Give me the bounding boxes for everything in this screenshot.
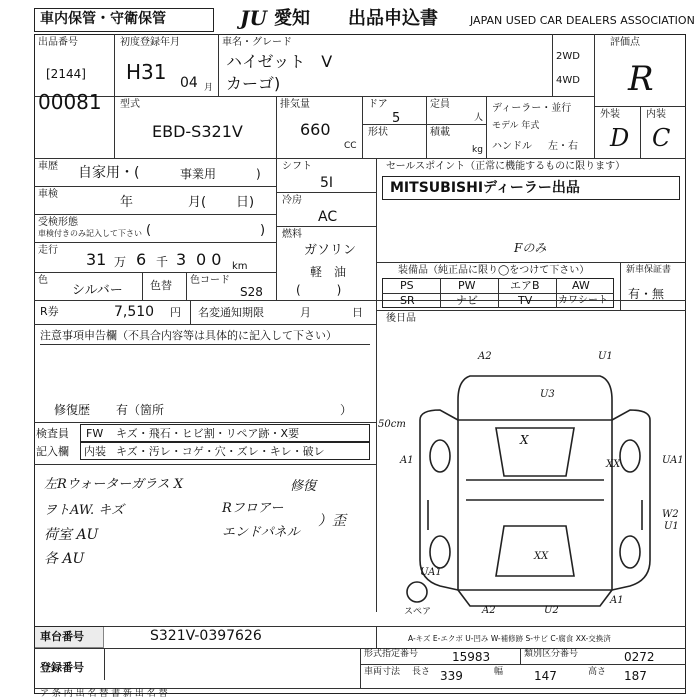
- inspector-label2: 記入欄: [36, 445, 69, 458]
- interior-grade: C: [652, 124, 671, 152]
- displacement-value: 660: [300, 120, 331, 139]
- color-value: シルバー: [72, 283, 123, 298]
- recycle-label: 受検形態: [38, 217, 78, 228]
- length-value: 339: [440, 669, 463, 683]
- equip-leather: カワシート: [558, 295, 608, 306]
- equip-aw: AW: [572, 279, 590, 292]
- equip-navi: ナビ: [456, 294, 478, 307]
- registration-year: H31: [126, 60, 167, 84]
- name-change-label: 名変通知期限: [198, 306, 264, 319]
- registration-month-unit: 月: [204, 83, 214, 93]
- association-name: JAPAN USED CAR DEALERS ASSOCIATION: [470, 14, 695, 27]
- name-change-day: 日: [352, 306, 363, 319]
- mark-a1-bottom: A1: [610, 595, 624, 606]
- sales-point-value: MITSUBISHIディーラー出品: [390, 180, 580, 196]
- load-label: 積載: [430, 127, 450, 138]
- recycle-ticket-label: R券: [40, 305, 59, 318]
- mileage-man: 31: [86, 250, 107, 269]
- length-label: 長さ: [412, 667, 431, 677]
- reg-number-label: 登録番号: [40, 661, 84, 674]
- lot-sub-number: [2144]: [46, 67, 86, 81]
- model-spec-label: 形式指定番号: [364, 649, 419, 659]
- handle-value: 左・右: [548, 141, 578, 152]
- width-value: 147: [534, 669, 557, 683]
- type-value: EBD-S321V: [152, 122, 243, 141]
- capacity-unit: 人: [474, 113, 484, 123]
- handle-label: ハンドル: [492, 141, 532, 152]
- interior-label: 内装: [646, 109, 666, 120]
- dealer-label: ディーラー・並行: [492, 103, 572, 114]
- drive-2wd: 2WD: [556, 51, 580, 62]
- inspection-label: 車検: [38, 189, 58, 200]
- color-code-label: 色コード: [190, 275, 230, 286]
- margin-note: 50cm: [378, 419, 406, 430]
- rear-seat-label: 後日品: [386, 313, 416, 324]
- mileage-unit: km: [232, 261, 248, 272]
- size-spec-label: 車両寸法: [364, 667, 401, 677]
- class-spec-value: 0272: [624, 650, 655, 664]
- evaluation-score: R: [628, 59, 654, 99]
- lot-number: 00081: [38, 90, 102, 114]
- model-line2: カーゴ): [226, 74, 281, 93]
- mark-a2-top: A2: [478, 351, 492, 362]
- hand-line3: 荷室 AU: [44, 527, 99, 543]
- aircon-label: 冷房: [282, 195, 302, 206]
- chassis-value: S321V-0397626: [150, 628, 262, 644]
- height-label: 高さ: [588, 667, 607, 677]
- hand-line1-right: 修復: [290, 479, 317, 494]
- load-unit: kg: [472, 145, 483, 155]
- recycle-note: 車検付きのみ記入して下さい: [38, 229, 142, 238]
- hand-line2: ヲトAW. キズ: [44, 503, 124, 518]
- inspection-month-unit: 月(: [188, 195, 207, 210]
- model-line1: ハイゼット V: [226, 52, 333, 71]
- drive-4wd: 4WD: [556, 75, 580, 86]
- interior-row-label: 内装: [84, 445, 106, 458]
- model-spec-value: 15983: [452, 650, 491, 664]
- mark-x-windshield: X: [520, 433, 529, 447]
- mark-w2-right: W2: [662, 509, 679, 520]
- aircon-value: AC: [318, 209, 338, 225]
- fuel-paren: ( ): [296, 283, 342, 297]
- color-code: S28: [240, 285, 263, 299]
- recycle-close: ): [260, 223, 266, 238]
- sheet-title: 出品申込書: [348, 8, 438, 29]
- mark-xx-rear: XX: [534, 551, 549, 562]
- damage-legend: A-キズ E-エクボ U-凹み W-補修跡 S-サビ C-腐食 XX-交換済: [408, 634, 611, 643]
- hand-line1: 左Rウォーターガラス X: [44, 477, 184, 492]
- interior-items: キズ・汚レ・コゲ・穴・ズレ・キレ・破レ: [116, 445, 325, 458]
- hand-line2-right: Rフロアー: [222, 501, 284, 516]
- color-change-label: 色替: [150, 279, 172, 292]
- mileage-rest: 0 0: [196, 250, 222, 269]
- inspection-year-unit: 年: [120, 195, 134, 210]
- type-label: 型式: [120, 99, 140, 110]
- fuel-label: 燃料: [282, 229, 302, 240]
- mileage-hyaku: 3: [176, 250, 187, 269]
- recycle-open: (: [146, 223, 152, 238]
- inspection-day-unit: 日): [236, 195, 255, 210]
- mark-ua1-right: UA1: [662, 455, 684, 466]
- mileage-label: 走行: [38, 245, 58, 256]
- displacement-label: 排気量: [280, 99, 310, 110]
- warranty-value: 有・無: [628, 287, 665, 301]
- doors-label: ドア: [368, 99, 388, 110]
- history-close: ): [256, 167, 261, 181]
- footer-strip: ア 条 内 出 名 替 書 新 出 名 替: [40, 689, 168, 699]
- repair-label: 修復歴: [54, 403, 91, 417]
- history-value2: 事業用: [180, 167, 217, 181]
- class-spec-label: 類別区分番号: [524, 649, 579, 659]
- mileage-man-unit: 万: [114, 255, 127, 269]
- repair-close: ）: [340, 403, 353, 417]
- repair-value: 有（箇所: [116, 403, 165, 417]
- fw-label: FW: [86, 427, 104, 440]
- registration-label: 初度登録年月: [120, 37, 180, 48]
- history-value: 自家用・(: [78, 165, 140, 181]
- registration-month: 04: [180, 75, 198, 91]
- evaluation-label: 評価点: [610, 37, 640, 48]
- exterior-label: 外装: [600, 109, 620, 120]
- logo-city: 愛知: [274, 8, 310, 29]
- exterior-grade: D: [610, 124, 630, 152]
- mileage-sen-unit: 千: [156, 255, 169, 269]
- fuel-diesel: 軽 油: [310, 265, 347, 279]
- shape-label: 形状: [368, 127, 388, 138]
- chassis-label: 車台番号: [40, 630, 84, 643]
- equipment-label: 装備品（純正品に限り◯をつけて下さい）: [398, 265, 590, 276]
- hand-line3-mark: ）歪: [318, 513, 346, 529]
- doors-value: 5: [392, 111, 401, 126]
- mark-u1-right: U1: [664, 521, 679, 532]
- sales-point-label: セールスポイント（正常に機能するものに限ります）: [386, 161, 626, 172]
- capacity-label: 定員: [430, 99, 450, 110]
- model-label: 車名・グレード: [222, 37, 292, 48]
- fuel-gasoline: ガソリン: [304, 243, 357, 258]
- spare-label: スペア: [404, 607, 432, 617]
- mark-a1-left: A1: [400, 455, 414, 466]
- mark-ua1-left: UA1: [420, 567, 442, 578]
- height-value: 187: [624, 669, 647, 683]
- equip-sr: SR: [400, 294, 415, 307]
- notes-label: 注意事項申告欄（不具合内容等は具体的に記入して下さい）: [40, 329, 337, 342]
- equip-ps: PS: [400, 279, 414, 292]
- equip-airbag: エアB: [510, 279, 540, 292]
- hand-line3-right: エンドパネル: [222, 525, 300, 540]
- mileage-sen: 6: [136, 250, 147, 269]
- displacement-unit: CC: [344, 141, 357, 151]
- shift-value: 5I: [320, 175, 334, 191]
- mark-u2-bottom: U2: [544, 605, 559, 616]
- mark-xx-right: XX: [606, 459, 621, 470]
- fw-items: キズ・飛石・ヒビ割・リペア跡・X要: [116, 427, 300, 440]
- mark-u1-top: U1: [598, 351, 613, 362]
- warranty-label: 新車保証書: [626, 265, 672, 275]
- inspector-label1: 検査員: [36, 427, 69, 440]
- equip-tv: TV: [518, 294, 533, 307]
- recycle-ticket-unit: 円: [170, 306, 181, 319]
- history-label: 車歴: [38, 161, 58, 172]
- model-year-label: モデル 年式: [492, 121, 540, 131]
- mark-a2-bottom: A2: [482, 605, 496, 616]
- ju-logo: JU: [240, 6, 267, 30]
- width-label: 幅: [494, 667, 504, 677]
- equipment-annotation: Fのみ: [514, 241, 547, 255]
- name-change-month: 月: [300, 306, 311, 319]
- mark-u3: U3: [540, 389, 555, 400]
- color-label: 色: [38, 275, 48, 286]
- lot-number-label: 出品番号: [38, 37, 78, 48]
- hand-line4: 各 AU: [44, 551, 85, 567]
- storage-label: 車内保管・守衛保管: [40, 11, 166, 27]
- recycle-ticket-value: 7,510: [114, 304, 155, 320]
- equip-pw: PW: [458, 279, 476, 292]
- shift-label: シフト: [282, 161, 312, 172]
